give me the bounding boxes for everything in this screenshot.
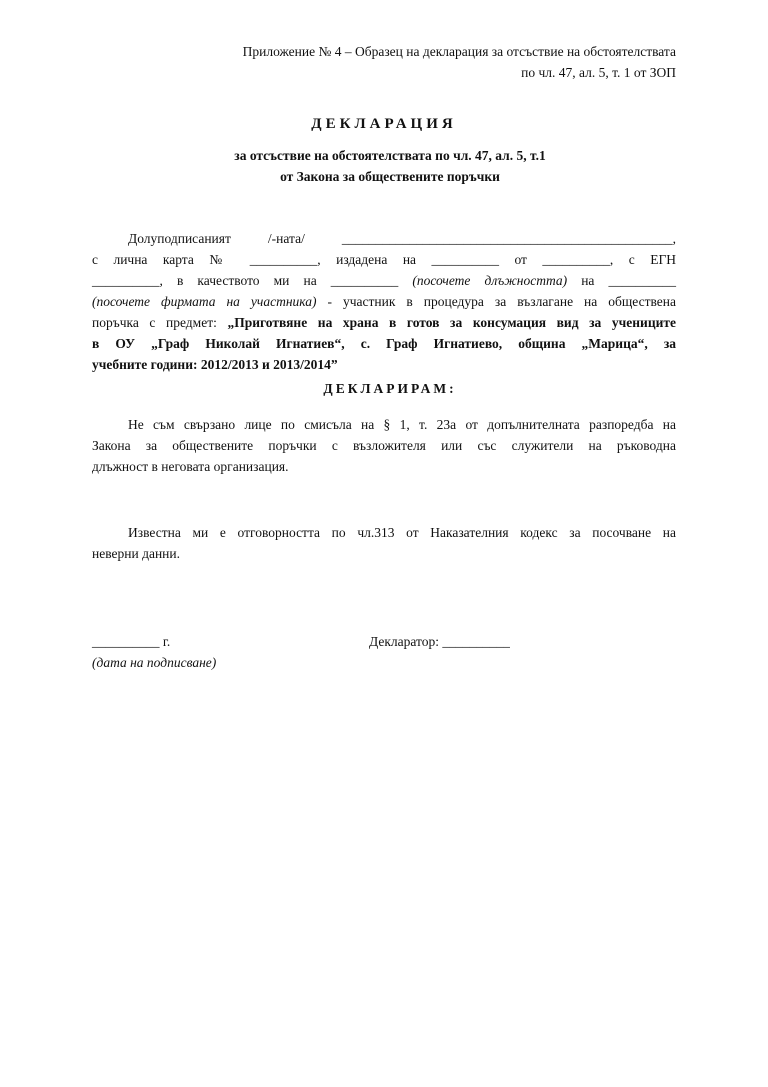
intro-line-5 [92,312,676,333]
para1-line-1: Не съм свързано лице по смисъла на § 1, т. 23а от допълнителната разпоредба на [128,417,676,432]
date-caption: (дата на подписване) [92,655,217,670]
header-line-1: Приложение № 4 – Образец на декларация за отсъствие на обстоятелствата [242,44,676,59]
intro-paragraph [92,228,676,375]
declare-heading: ДЕКЛАРИРАМ: [323,381,457,396]
date-block [92,631,216,673]
para2-line-1: Известна ми е отговорността по чл.313 от Наказателния кодекс за посочване на [128,525,676,540]
intro-line-3a: __________, в качеството ми на __________ [92,273,413,288]
document-title: ДЕКЛАРАЦИЯ [311,116,457,132]
intro-line-3 [92,270,676,291]
declaration-paragraph-2 [92,522,676,564]
header-line-2: по чл. 47, ал. 5, т. 1 от ЗОП [521,65,676,80]
declarant-signature: Декларатор: __________ [369,634,510,649]
subtitle-line-2: от Закона за обществените поръчки [280,169,500,184]
annex-header [243,41,676,83]
intro-line-4b: - участник в процедура за възлагане на обществена [316,294,676,309]
company-hint: (посочете фирмата на участника) [92,294,317,309]
para2-line-2: неверни данни. [92,546,180,561]
intro-line-2: с лична карта № __________, издадена на __________ от __________, с ЕГН [92,252,676,267]
document-subtitle [0,145,768,187]
position-hint: (посочете длъжността) [412,273,568,288]
subject-part-1: „Приготвяне на храна в готов за консумация вид за учениците [227,315,676,330]
intro-line-1: Долуподписаният /-ната/ _________________________________________________, [128,231,676,246]
intro-line-7: учебните години: 2012/2013 и 2013/2014” [92,357,338,372]
intro-line-4 [92,291,676,312]
para1-line-3: длъжност в неговата организация. [92,459,289,474]
declaration-paragraph-1 [92,414,676,477]
para1-line-2: Закона за обществените поръчки с възложителя или със служители на ръководна [92,438,676,453]
intro-line-5a: поръчка с предмет: [92,315,228,330]
intro-line-3c: на __________ [567,273,677,288]
date-line: __________ г. [92,634,171,649]
intro-line-6: в ОУ „Граф Николай Игнатиев“, с. Граф Игнатиево, община „Марица“, за [92,336,676,351]
subtitle-line-1: за отсъствие на обстоятелствата по чл. 47, ал. 5, т.1 [234,148,546,163]
